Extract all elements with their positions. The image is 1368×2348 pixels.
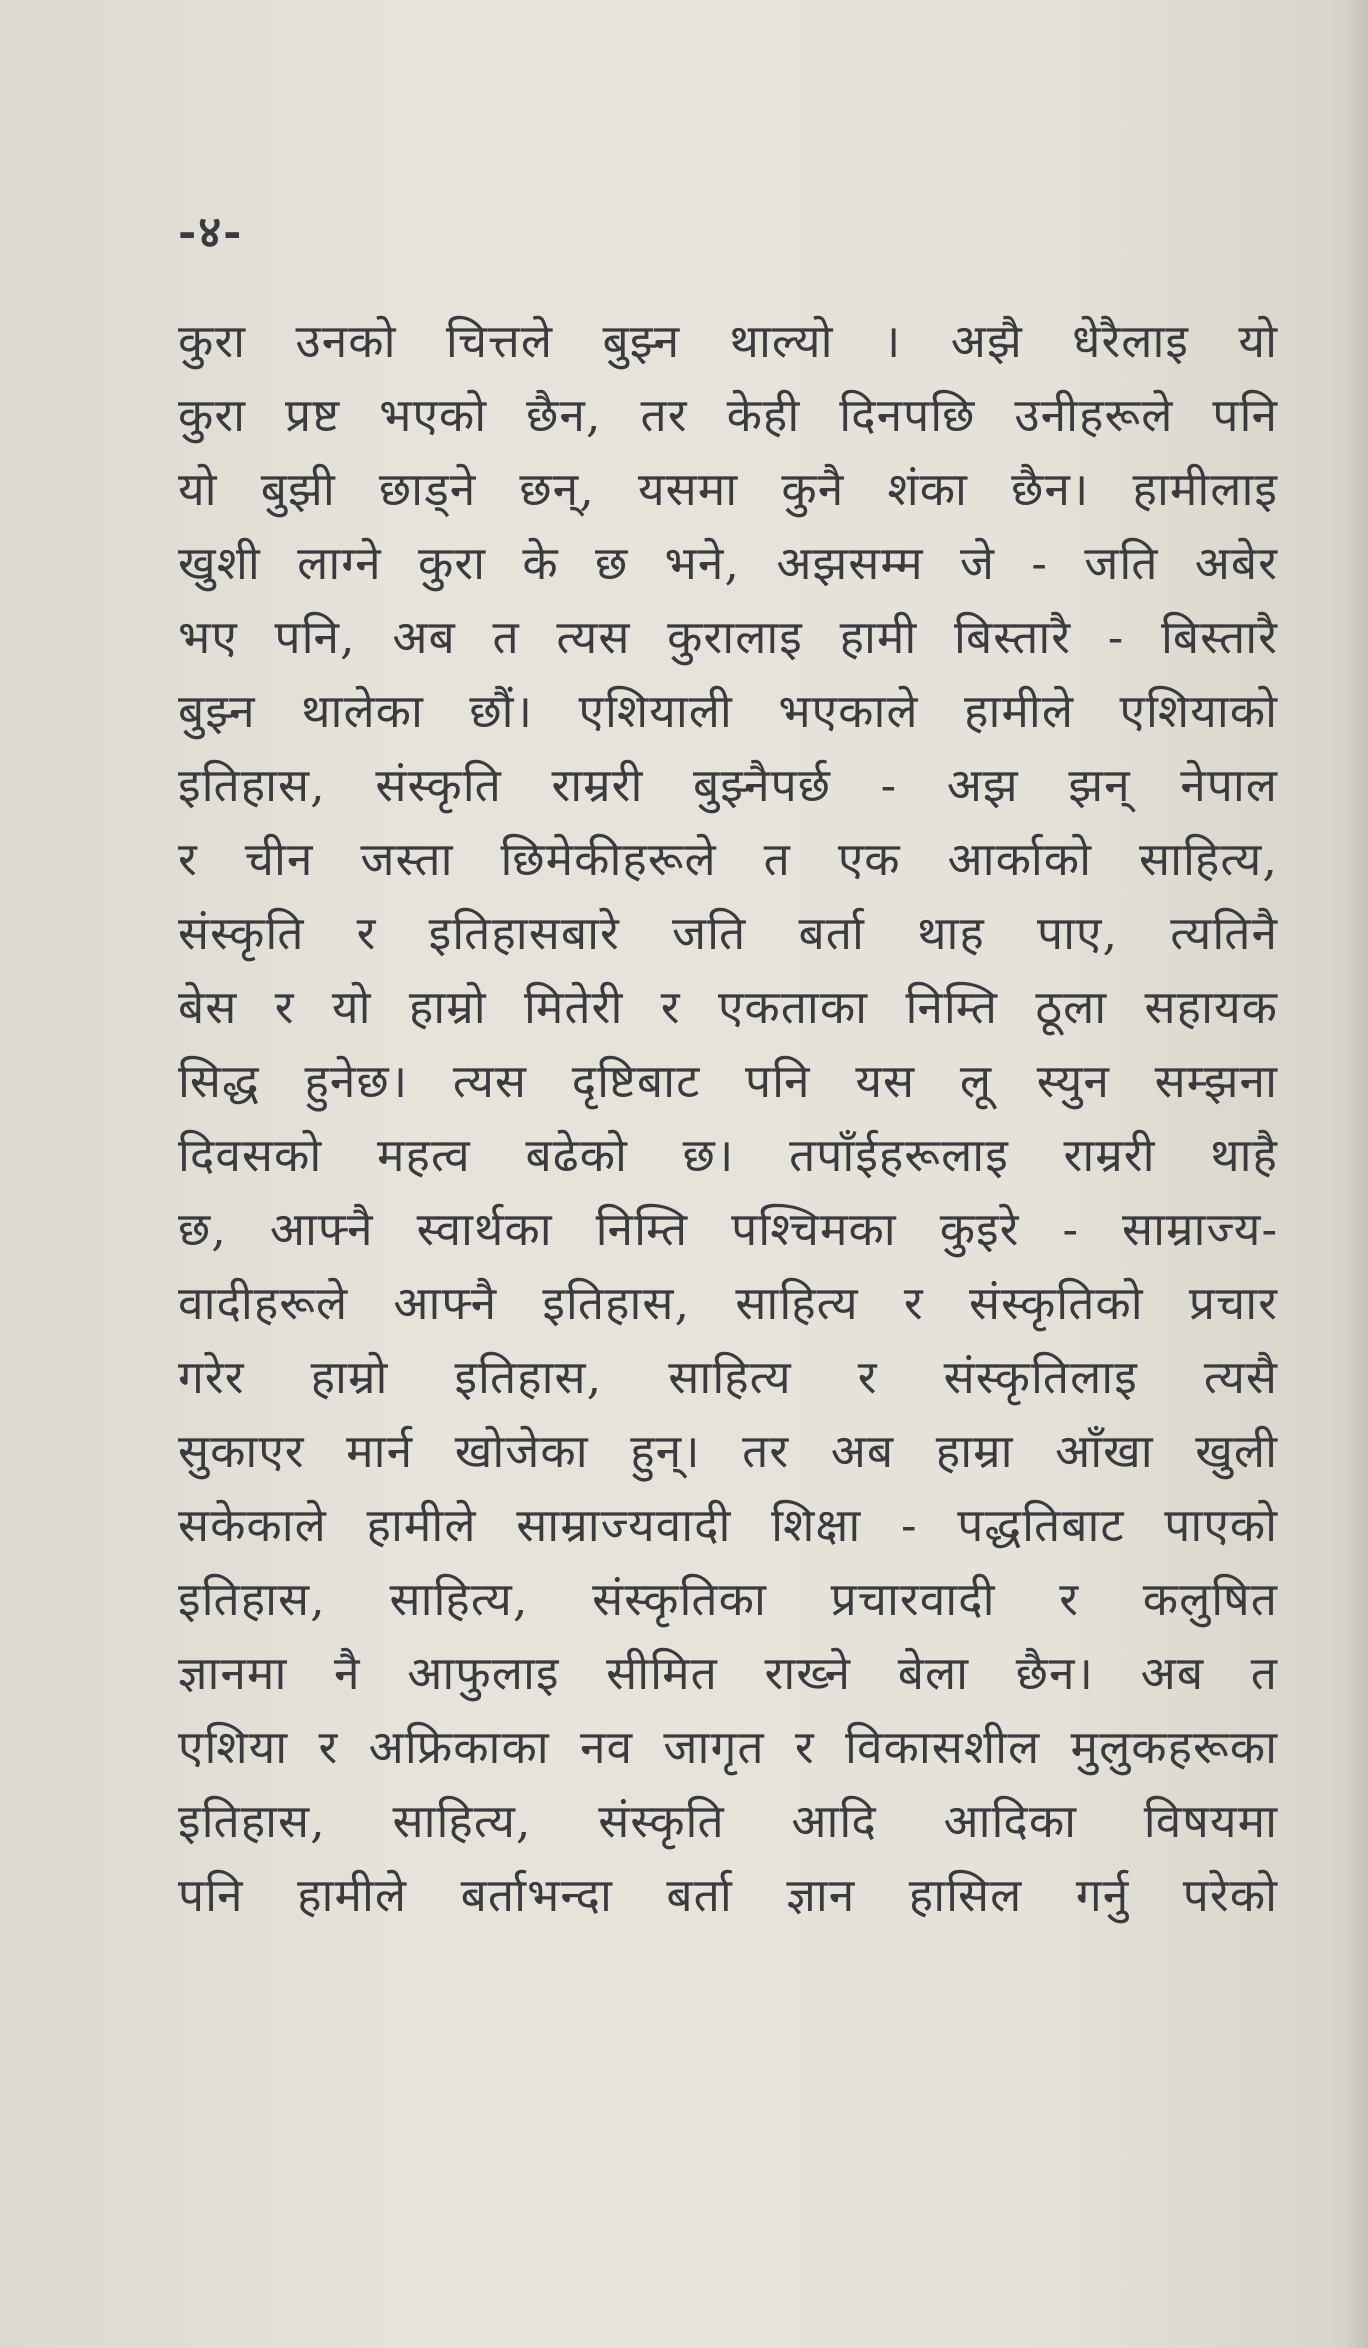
text-line: छ, आफ्नै स्वार्थका निम्ति पश्चिमका कुइरे - साम्राज्य- bbox=[178, 1202, 1278, 1256]
text-line: इतिहास, संस्कृति राम्ररी बुझ्नैपर्छ - अझ झन् नेपाल bbox=[178, 758, 1278, 812]
text-line: खुशी लाग्ने कुरा के छ भने, अझसम्म जे - जति अबेर bbox=[178, 536, 1278, 590]
text-line: र चीन जस्ता छिमेकीहरूले त एक आर्काको साहित्य, bbox=[178, 832, 1278, 886]
text-line: यो बुझी छाड्ने छन्, यसमा कुनै शंका छैन। हामीलाइ bbox=[178, 462, 1278, 516]
page-number: -४- bbox=[178, 207, 244, 258]
text-line: दिवसको महत्व बढेको छ। तपाँईहरूलाइ राम्ररी थाहै bbox=[178, 1128, 1278, 1182]
text-line: ज्ञानमा नै आफुलाइ सीमित राख्ने बेला छैन। अब त bbox=[178, 1646, 1278, 1700]
text-line: इतिहास, साहित्य, संस्कृति आदि आदिका विषयमा bbox=[178, 1794, 1278, 1848]
text-line: सुकाएर मार्न खोजेका हुन्। तर अब हाम्रा आँखा खुली bbox=[178, 1424, 1278, 1478]
text-line: सिद्ध हुनेछ। त्यस दृष्टिबाट पनि यस लू स्युन सम्झना bbox=[178, 1054, 1278, 1108]
page-edge-shadow bbox=[1342, 0, 1368, 2348]
text-line: सकेकाले हामीले साम्राज्यवादी शिक्षा - पद्धतिबाट पाएको bbox=[178, 1498, 1278, 1552]
text-line: भए पनि, अब त त्यस कुरालाइ हामी बिस्तारै - बिस्तारै bbox=[178, 610, 1278, 664]
text-line: संस्कृति र इतिहासबारे जति बर्ता थाह पाए, त्यतिनै bbox=[178, 906, 1278, 960]
body-text bbox=[178, 304, 1278, 1932]
text-line: एशिया र अफ्रिकाका नव जागृत र विकासशील मुलुकहरूका bbox=[178, 1720, 1278, 1774]
text-line: बेस र यो हाम्रो मितेरी र एकताका निम्ति ठूला सहायक bbox=[178, 980, 1278, 1034]
text-line: वादीहरूले आफ्नै इतिहास, साहित्य र संस्कृतिको प्रचार bbox=[178, 1276, 1278, 1330]
text-line: इतिहास, साहित्य, संस्कृतिका प्रचारवादी र कलुषित bbox=[178, 1572, 1278, 1626]
text-line: गरेर हाम्रो इतिहास, साहित्य र संस्कृतिलाइ त्यसै bbox=[178, 1350, 1278, 1404]
text-line: कुरा प्रष्ट भएको छैन, तर केही दिनपछि उनीहरूले पनि bbox=[178, 388, 1278, 442]
text-line: बुझ्न थालेका छौं। एशियाली भएकाले हामीले एशियाको bbox=[178, 684, 1278, 738]
text-line: कुरा उनको चित्तले बुझ्न थाल्यो । अझै धेरैलाइ यो bbox=[178, 314, 1278, 368]
text-line: पनि हामीले बर्ताभन्दा बर्ता ज्ञान हासिल गर्नु परेको bbox=[178, 1868, 1278, 1922]
